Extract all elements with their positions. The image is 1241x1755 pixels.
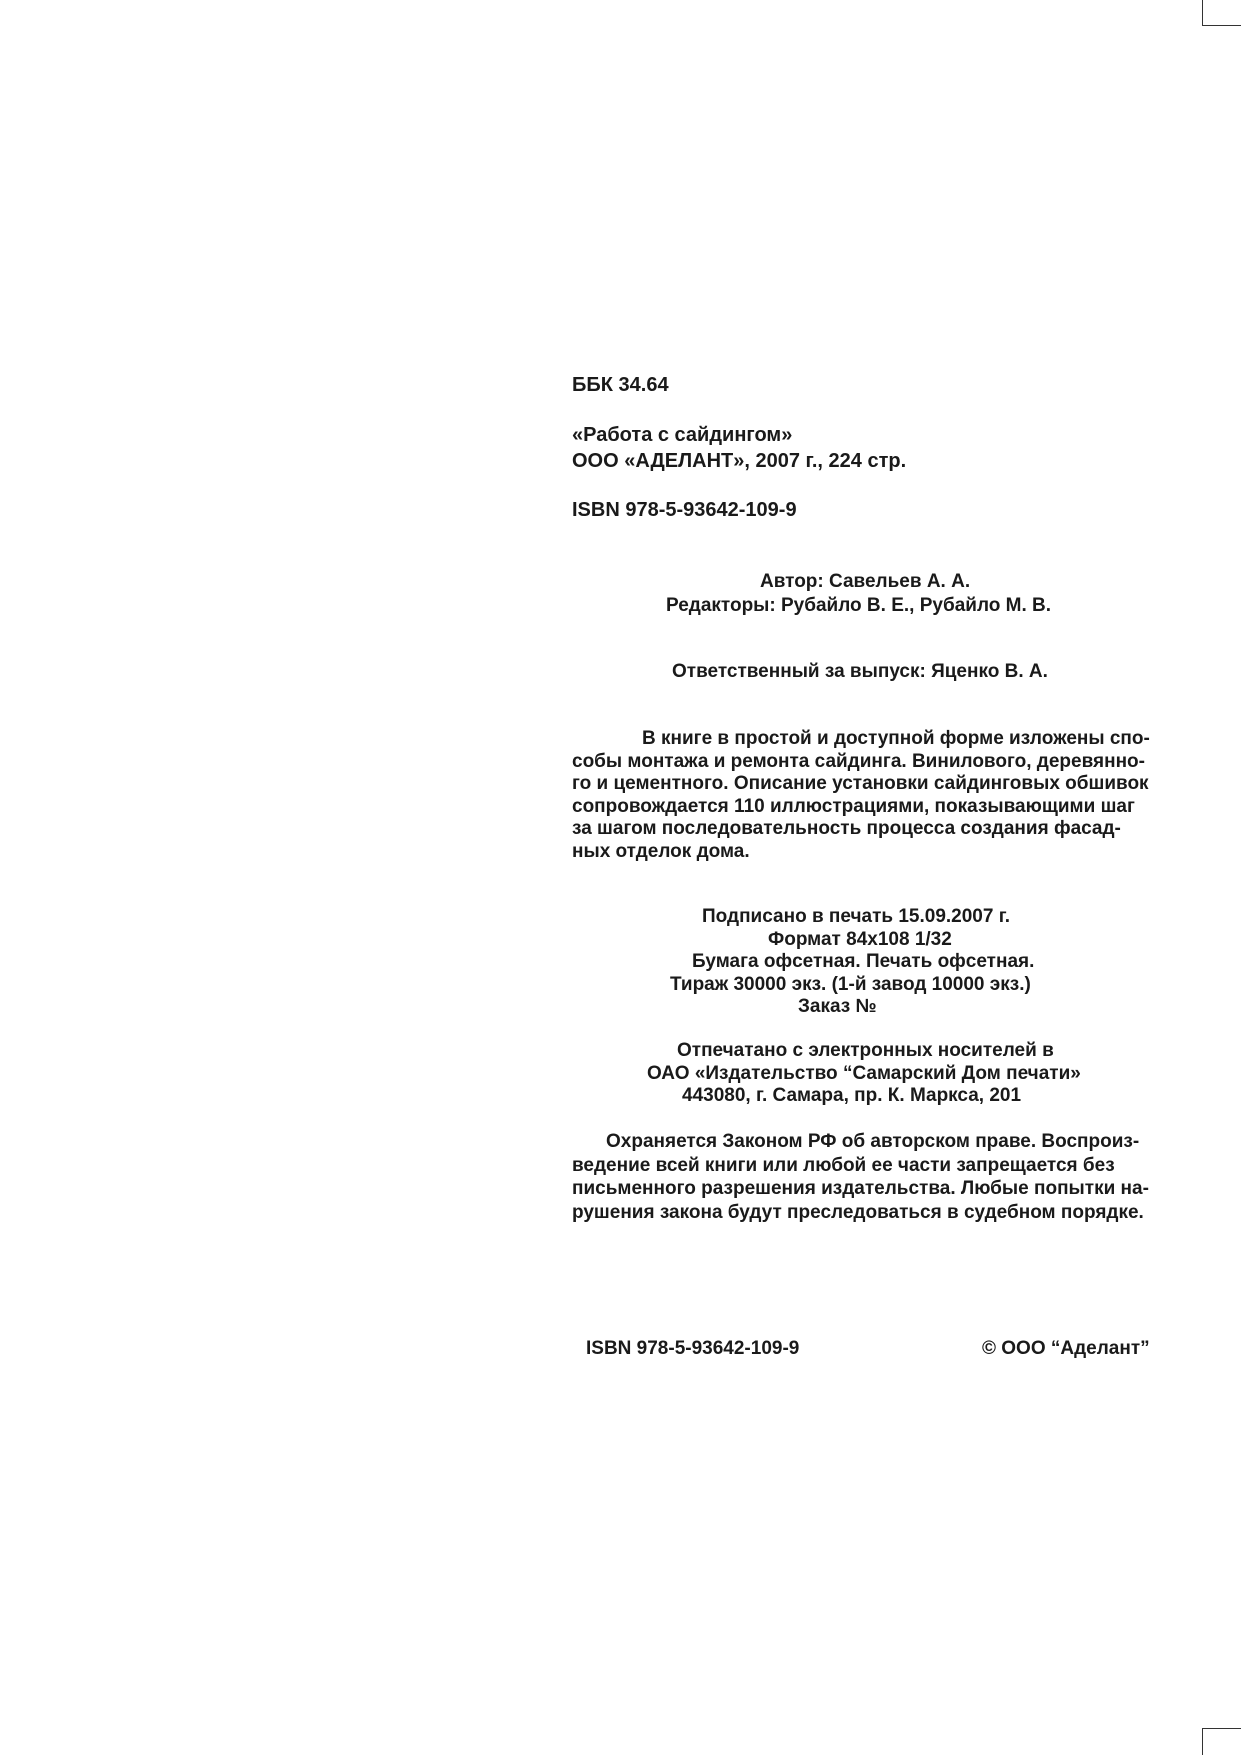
abstract-line: го и цементного. Описание установки сайдинговых обшивок (572, 773, 1149, 795)
crop-mark-bottom-vertical (1202, 1728, 1203, 1755)
printer-line-1: Отпечатано с электронных носителей в (677, 1040, 1054, 1061)
crop-mark-top-vertical (1202, 0, 1203, 26)
bbk-code: ББК 34.64 (572, 374, 669, 396)
abstract-line: В книге в простой и доступной форме изложены спо- (642, 728, 1150, 749)
author-line: Автор: Савельев А. А. (760, 571, 971, 592)
abstract-line: сопровождается 110 иллюстрациями, показывающими шаг (572, 795, 1135, 817)
editors-line: Редакторы: Рубайло В. Е., Рубайло М. В. (666, 595, 1052, 616)
copyright-line: Охраняется Законом РФ об авторском праве. Воспроиз- (606, 1131, 1140, 1152)
printer-line-3: 443080, г. Самара, пр. К. Маркса, 201 (682, 1085, 1022, 1106)
printer-block (572, 1040, 1166, 1108)
responsible-line: Ответственный за выпуск: Яценко В. А. (672, 661, 1048, 682)
abstract-line: ных отделок дома. (572, 840, 750, 862)
crop-mark-top-horizontal (1202, 25, 1241, 26)
isbn: ISBN 978-5-93642-109-9 (572, 499, 797, 521)
copyright-line: ведение всей книги или любой ее части запрещается без (572, 1154, 1115, 1176)
copyright-line: рушения закона будут преследоваться в судебном порядке. (572, 1201, 1144, 1223)
format-line: Формат 84х108 1/32 (768, 928, 952, 950)
publisher-line: ООО «АДЕЛАНТ», 2007 г., 224 стр. (572, 450, 907, 472)
order-line: Заказ № (798, 996, 877, 1017)
abstract (572, 728, 1166, 864)
paper-line: Бумага офсетная. Печать офсетная. (692, 951, 1035, 972)
crop-mark-bottom-horizontal (1202, 1728, 1241, 1729)
imprint-block (572, 906, 1166, 1019)
book-title: «Работа с сайдингом» (572, 424, 793, 446)
abstract-line: собы монтажа и ремонта сайдинга. Винилового, деревянно- (572, 750, 1145, 772)
footer-isbn: ISBN 978-5-93642-109-9 (586, 1338, 800, 1359)
abstract-line: за шагом последовательность процесса создания фасад- (572, 818, 1121, 840)
book-title-block (572, 422, 906, 474)
credits-block (572, 570, 1166, 618)
signed-line: Подписано в печать 15.09.2007 г. (702, 906, 1011, 927)
printer-line-2: ОАО «Издательство “Самарский Дом печати» (647, 1062, 1081, 1084)
copyright-notice (572, 1130, 1166, 1224)
footer-copyright: © ООО “Аделант” (982, 1338, 1150, 1359)
copyright-line: письменного разрешения издательства. Любые попытки на- (572, 1178, 1149, 1199)
print-run-line: Тираж 30000 экз. (1-й завод 10000 экз.) (670, 973, 1031, 995)
